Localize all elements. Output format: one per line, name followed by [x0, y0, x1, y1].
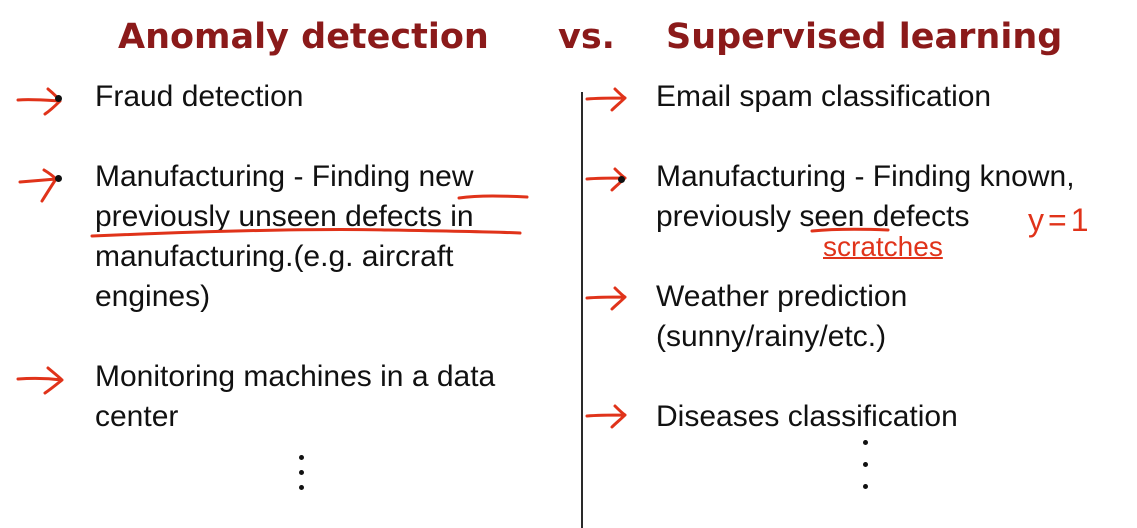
anomaly-manufacturing-line-1: Manufacturing - Finding new	[95, 160, 474, 193]
fraud-detection-item: Fraud detection	[95, 80, 304, 113]
arrow-icon	[18, 168, 62, 204]
supervised-manufacturing-line-2: previously seen defects	[656, 200, 970, 233]
underline-mark	[455, 190, 535, 204]
bullet-icon	[55, 95, 62, 102]
monitoring-line-2: center	[95, 400, 179, 433]
weather-line-2: (sunny/rainy/etc.)	[656, 320, 887, 353]
supervised-learning-title: Supervised learning	[666, 17, 1063, 57]
arrow-icon	[16, 365, 66, 395]
email-spam-item: Email spam classification	[656, 80, 992, 113]
arrow-icon	[585, 403, 629, 429]
underline-mark	[88, 222, 528, 244]
ellipsis-dot	[863, 440, 868, 445]
anomaly-manufacturing-line-3: manufacturing.(e.g. aircraft	[95, 240, 454, 273]
monitoring-line-1: Monitoring machines in a data	[95, 360, 496, 393]
diseases-item: Diseases classification	[656, 400, 958, 433]
vs-label: vs.	[558, 17, 615, 57]
y-equals-one-annotation: y=1	[1028, 202, 1093, 238]
anomaly-manufacturing-line-2: previously unseen defects in	[95, 200, 474, 233]
column-divider	[581, 92, 583, 528]
bullet-icon	[618, 176, 625, 183]
supervised-manufacturing-line-1: Manufacturing - Finding known,	[656, 160, 1075, 193]
ellipsis-dot	[299, 485, 304, 490]
ellipsis-dot	[299, 470, 304, 475]
anomaly-manufacturing-line-4: engines)	[95, 280, 211, 313]
anomaly-detection-title: Anomaly detection	[118, 17, 489, 57]
weather-line-1: Weather prediction	[656, 280, 908, 313]
ellipsis-dot	[863, 462, 868, 467]
ellipsis-dot	[299, 455, 304, 460]
bullet-icon	[55, 175, 62, 182]
scratches-annotation: scratches	[823, 231, 943, 262]
arrow-icon	[585, 285, 629, 311]
arrow-icon	[585, 86, 629, 112]
ellipsis-dot	[863, 484, 868, 489]
